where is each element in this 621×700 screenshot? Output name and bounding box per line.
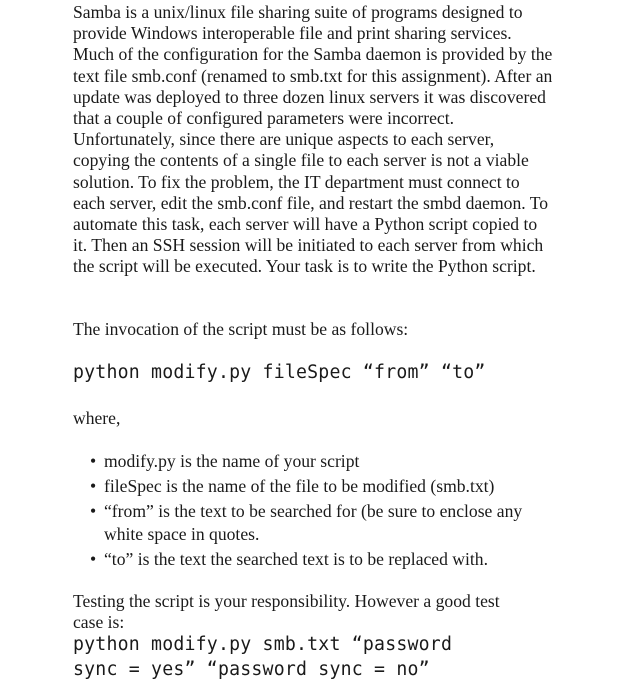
list-item — [90, 500, 545, 546]
intro-paragraph: Samba is a unix/linux file sharing suite of programs designed to provide Windows interoperable file and print sharing services. Much of the configuration for the Samba daemon is provided by the text file smb.conf (renamed to smb.txt for this assignment). After an update was deployed to three dozen linux servers it was discovered that a couple of configured parameters were incorrect. Unfortunately, since there are unique aspects to each server, copying the contents of a single file to each server is not a viable solution. To fix the problem, the IT department must connect to each server, edit the smb.conf file, and restart the smbd daemon. To automate this task, each server will have a Python script copied to it. Then an SSH session will be initiated to each server from which the script will be executed. Your task is to write the Python script. — [73, 2, 553, 277]
invocation-intro: The invocation of the script must be as follows: — [73, 319, 409, 339]
bullet-text: “from” is the text to be searched for (be sure to enclose any white space in quotes. — [104, 501, 523, 544]
bullet-text: fileSpec is the name of the file to be modified (smb.txt) — [104, 476, 495, 496]
invocation-command: python modify.py fileSpec “from” “to” — [73, 362, 486, 383]
test-command-line-2: sync = yes” “password sync = no” — [73, 659, 430, 680]
list-item — [90, 548, 545, 571]
testing-paragraph: Testing the script is your responsibility. However a good test case is: — [73, 591, 500, 633]
list-item — [90, 450, 545, 473]
bullet-text: modify.py is the name of your script — [104, 451, 360, 471]
list-item — [90, 475, 545, 498]
bullet-text: “to” is the text the searched text is to be replaced with. — [104, 549, 488, 569]
parameter-list — [90, 450, 545, 573]
where-label: where, — [73, 408, 121, 428]
bullet-icon: • — [90, 549, 97, 569]
test-command — [73, 632, 452, 682]
bullet-icon: • — [90, 451, 97, 471]
bullet-icon: • — [90, 476, 97, 496]
test-command-line-1: python modify.py smb.txt “password — [73, 634, 453, 655]
bullet-icon: • — [90, 501, 97, 521]
